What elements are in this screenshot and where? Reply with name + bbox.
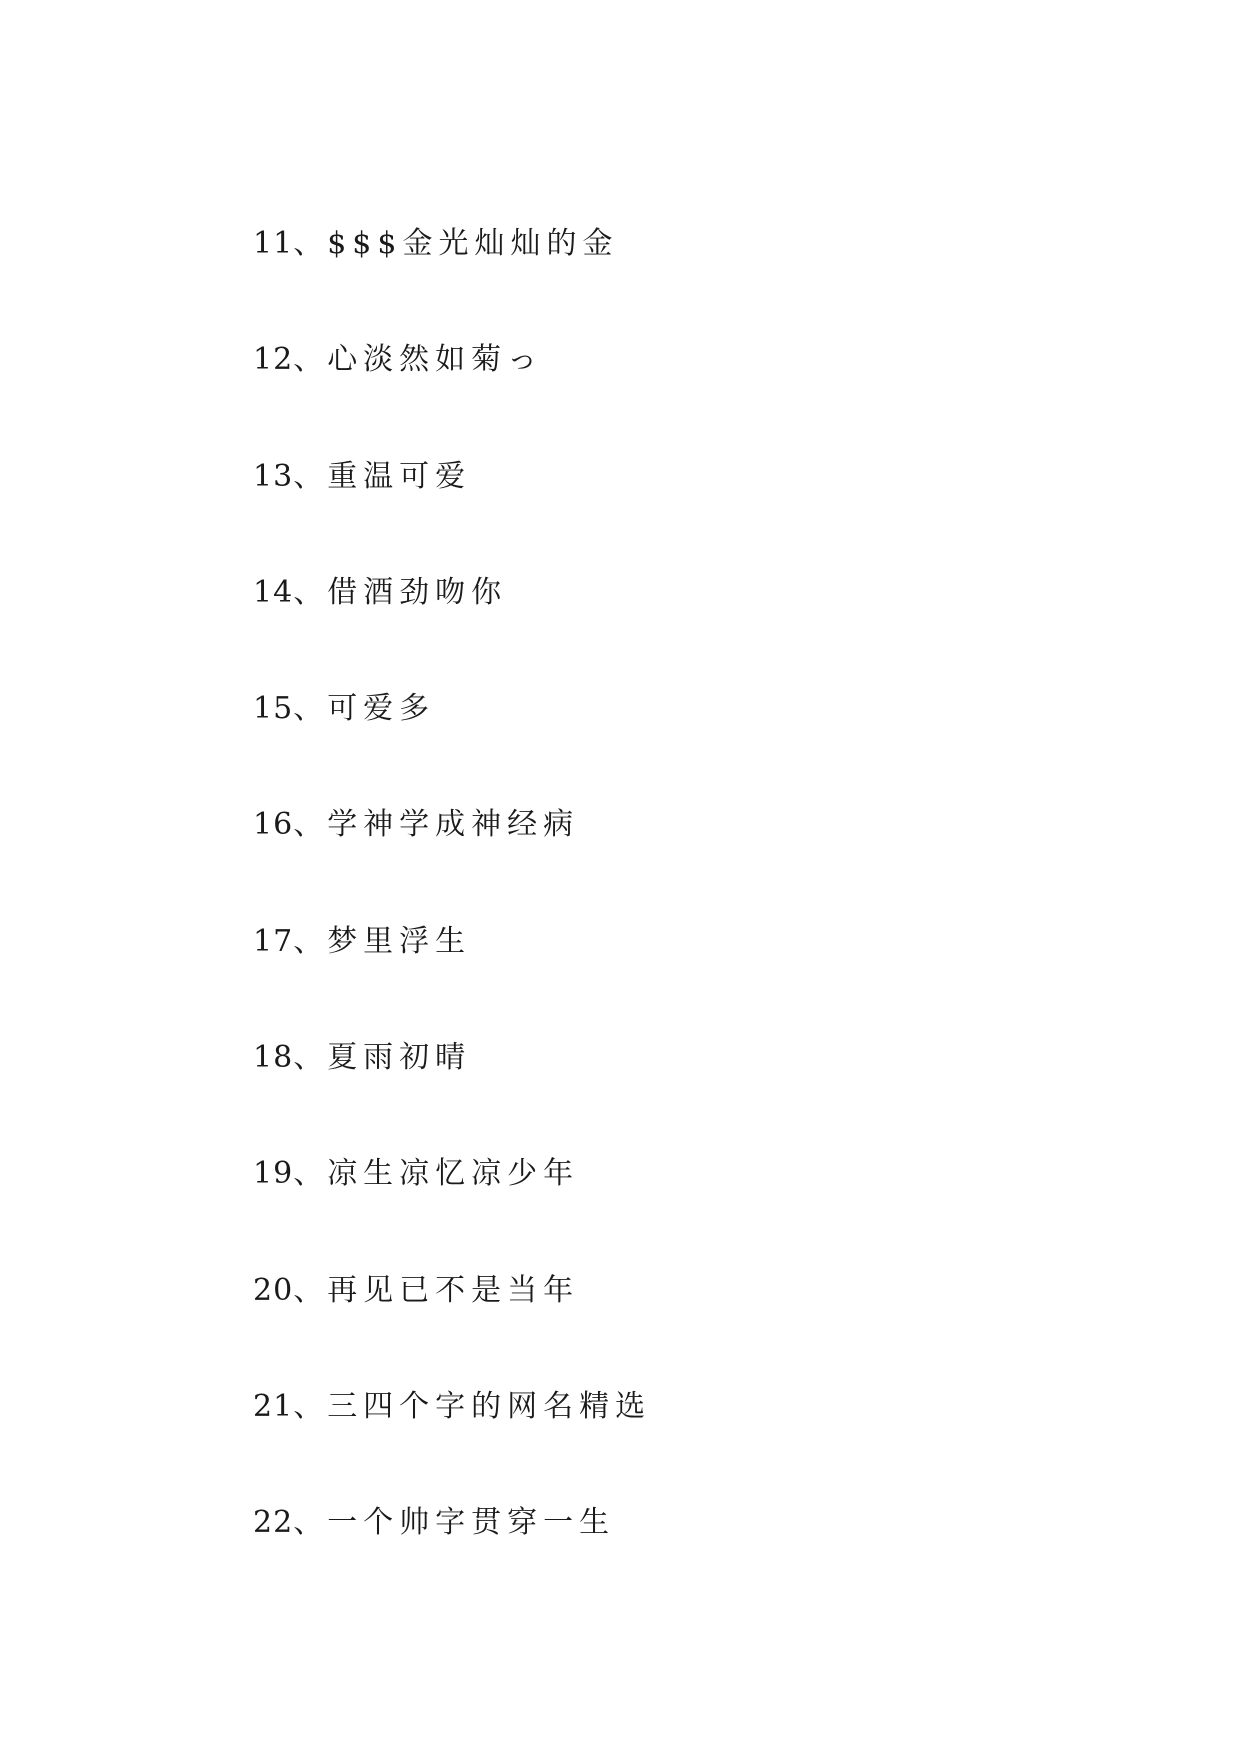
item-separator: 、 xyxy=(293,342,326,378)
item-number: 11 xyxy=(253,226,294,261)
list-item xyxy=(253,805,651,921)
list-item xyxy=(253,340,651,456)
item-separator: 、 xyxy=(293,1272,326,1308)
item-separator: 、 xyxy=(293,458,326,494)
item-number: 19 xyxy=(253,1156,294,1192)
item-text: 一个帅字贯穿一生 xyxy=(327,1505,616,1541)
item-text: 三四个字的网名精选 xyxy=(327,1388,652,1424)
item-text: 夏雨初晴 xyxy=(327,1040,472,1076)
item-separator: 、 xyxy=(293,226,326,261)
item-separator: 、 xyxy=(293,1040,326,1076)
list-item xyxy=(253,922,651,1038)
item-text: 凉生凉忆凉少年 xyxy=(327,1156,580,1192)
item-separator: 、 xyxy=(293,1505,326,1541)
list-item xyxy=(253,457,651,573)
item-text: $$$金光灿灿的金 xyxy=(327,226,619,261)
item-number: 14 xyxy=(253,574,294,610)
item-separator: 、 xyxy=(293,1156,326,1192)
item-number: 20 xyxy=(253,1272,294,1308)
item-number: 16 xyxy=(253,807,294,843)
item-text: 再见已不是当年 xyxy=(327,1272,580,1308)
list-item xyxy=(253,573,651,689)
item-text: 心淡然如菊っ xyxy=(327,342,544,378)
list-item xyxy=(253,1271,651,1387)
item-separator: 、 xyxy=(293,923,326,959)
item-number: 15 xyxy=(253,691,294,727)
item-text: 借酒劲吻你 xyxy=(327,574,508,610)
item-number: 12 xyxy=(253,342,294,378)
list-item xyxy=(253,224,651,340)
item-number: 21 xyxy=(253,1388,294,1424)
item-separator: 、 xyxy=(293,1388,326,1424)
list-item xyxy=(253,1038,651,1154)
list-item xyxy=(253,689,651,805)
item-number: 22 xyxy=(253,1505,294,1541)
item-text: 重温可爱 xyxy=(327,458,472,494)
item-number: 17 xyxy=(253,923,294,959)
list-item xyxy=(253,1503,651,1619)
item-separator: 、 xyxy=(293,691,326,727)
item-separator: 、 xyxy=(293,574,326,610)
item-separator: 、 xyxy=(293,807,326,843)
item-text: 学神学成神经病 xyxy=(327,807,580,843)
list-item xyxy=(253,1387,651,1503)
item-number: 18 xyxy=(253,1040,294,1076)
name-list xyxy=(253,224,651,1620)
item-number: 13 xyxy=(253,458,294,494)
item-text: 可爱多 xyxy=(327,691,436,727)
list-item xyxy=(253,1154,651,1270)
item-text: 梦里浮生 xyxy=(327,923,472,959)
